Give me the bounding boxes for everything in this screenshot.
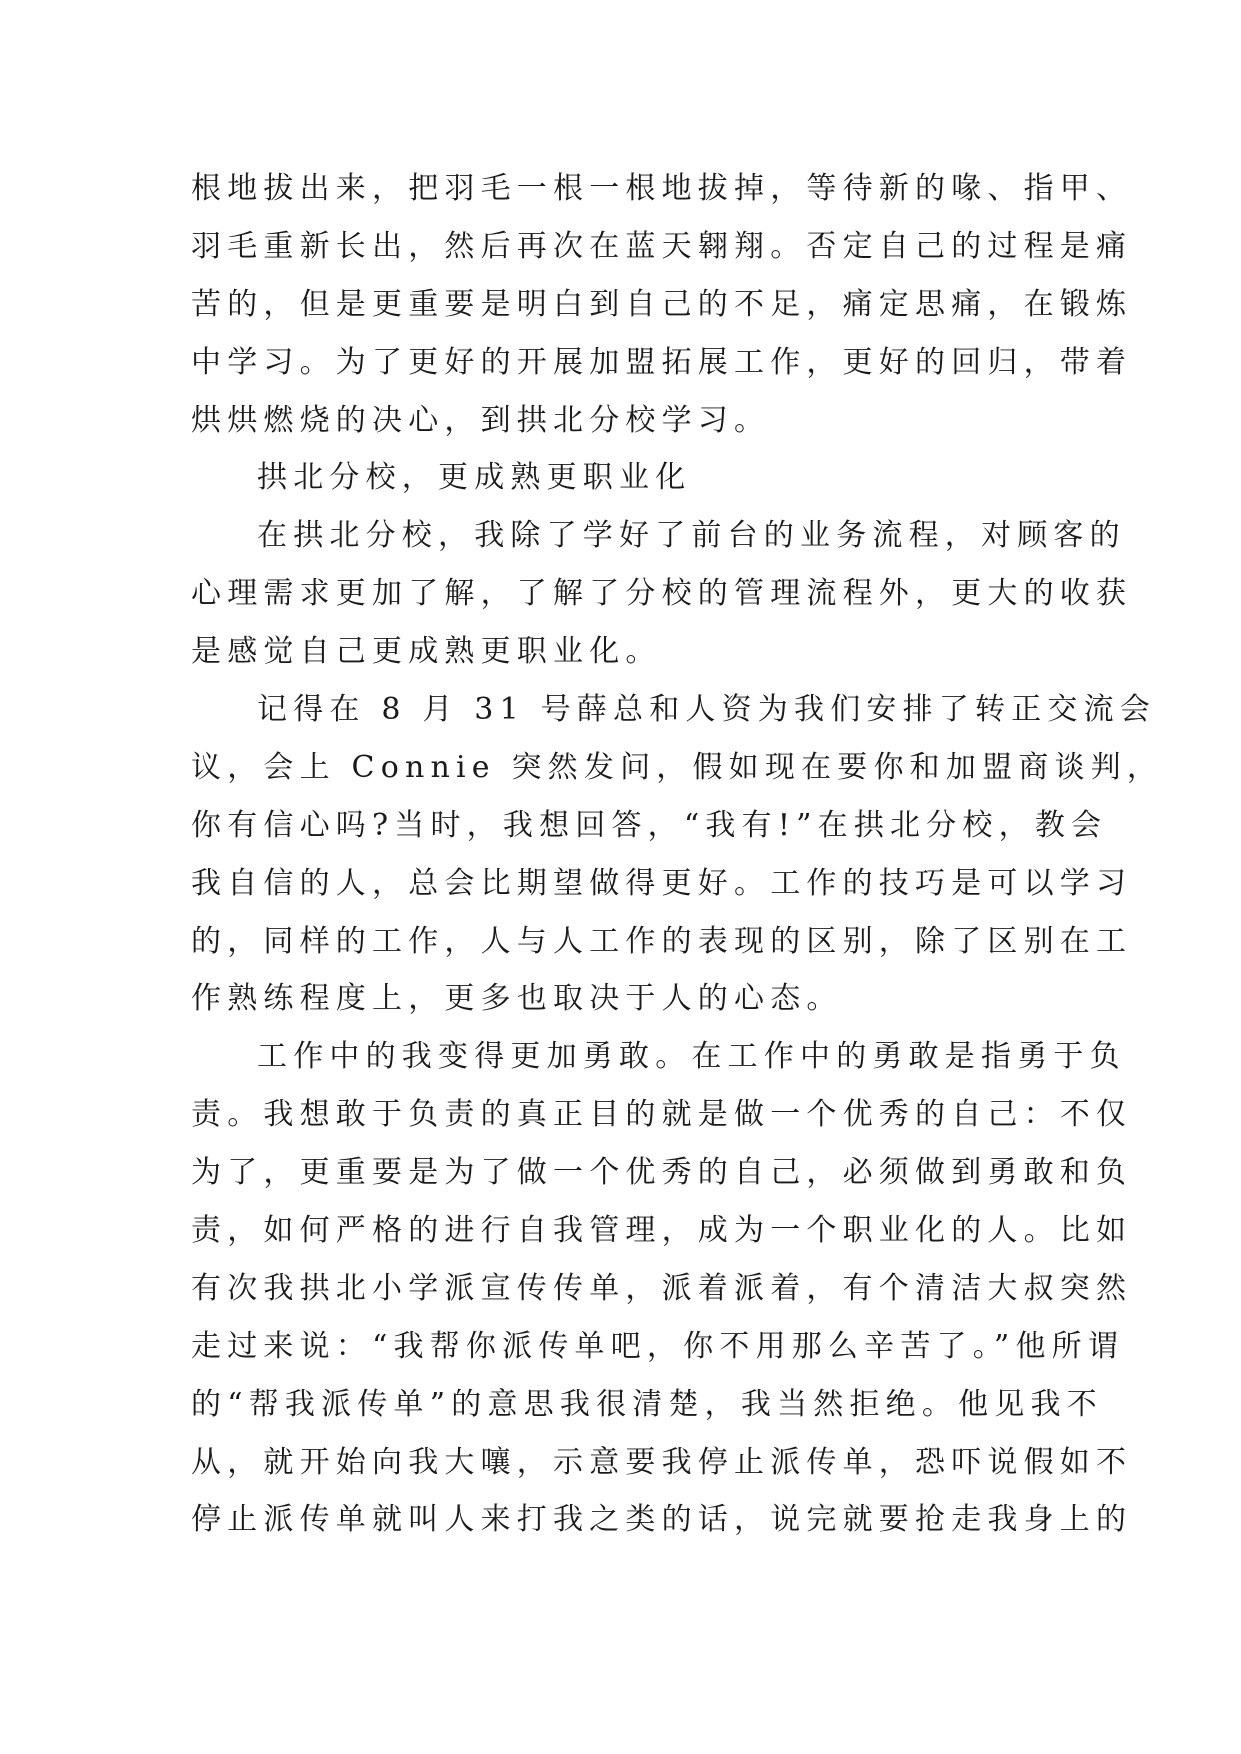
- text-line-3: 苦的，但是更重要是明白到自己的不足，痛定思痛，在锻炼: [191, 286, 1133, 322]
- text-line-1: 根地拔出来，把羽毛一根一根地拔掉，等待新的喙、指甲、: [191, 171, 1133, 206]
- text-line-16: 工作中的我变得更加勇敢。在工作中的勇敢是指勇于负: [257, 1039, 1126, 1075]
- text-line-14: 的，同样的工作，人与人工作的表现的区别，除了区别在工: [191, 923, 1133, 959]
- text-line-22: 的“帮我派传单”的意思我很清楚，我当然拒绝。他见我不: [191, 1386, 1103, 1422]
- text-line-7: 在拱北分校，我除了学好了前台的业务流程，对顾客的: [257, 518, 1126, 554]
- text-line-11: 议，会上 Connie 突然发问，假如现在要你和加盟商谈判，: [191, 749, 1164, 785]
- text-line-23: 从，就开始向我大嚷，示意要我停止派传单，恐吓说假如不: [191, 1444, 1133, 1480]
- text-line-9: 是感觉自己更成熟更职业化。: [191, 634, 662, 670]
- text-line-2: 羽毛重新长出，然后再次在蓝天翱翔。否定自己的过程是痛: [191, 228, 1133, 264]
- text-line-5: 烘烘燃烧的决心，到拱北分校学习。: [191, 402, 771, 438]
- text-line-10: 记得在 8 月 31 号薛总和人资为我们安排了转正交流会: [257, 692, 1157, 728]
- text-line-15: 作熟练程度上，更多也取决于人的心态。: [191, 981, 843, 1017]
- text-line-17: 责。我想敢于负责的真正目的就是做一个优秀的自己：不仅: [191, 1097, 1133, 1133]
- text-line-24: 停止派传单就叫人来打我之类的话，说完就要抢走我身上的: [191, 1502, 1133, 1538]
- section-heading: 拱北分校，更成熟更职业化: [257, 460, 692, 496]
- text-line-4: 中学习。为了更好的开展加盟拓展工作，更好的回归，带着: [191, 344, 1133, 380]
- document-body: [191, 160, 1164, 1549]
- text-line-13: 我自信的人，总会比期望做得更好。工作的技巧是可以学习: [191, 865, 1133, 901]
- text-line-8: 心理需求更加了解，了解了分校的管理流程外，更大的收获: [191, 576, 1133, 612]
- text-line-18: 为了，更重要是为了做一个优秀的自己，必须做到勇敢和负: [191, 1155, 1133, 1191]
- text-line-19: 责，如何严格的进行自我管理，成为一个职业化的人。比如: [191, 1213, 1133, 1249]
- text-line-12: 你有信心吗?当时，我想回答，“我有!”在拱北分校，教会: [191, 807, 1108, 843]
- text-line-20: 有次我拱北小学派宣传传单，派着派着，有个清洁大叔突然: [191, 1270, 1133, 1306]
- text-line-21: 走过来说：“我帮你派传单吧，你不用那么辛苦了。”他所谓: [191, 1328, 1125, 1364]
